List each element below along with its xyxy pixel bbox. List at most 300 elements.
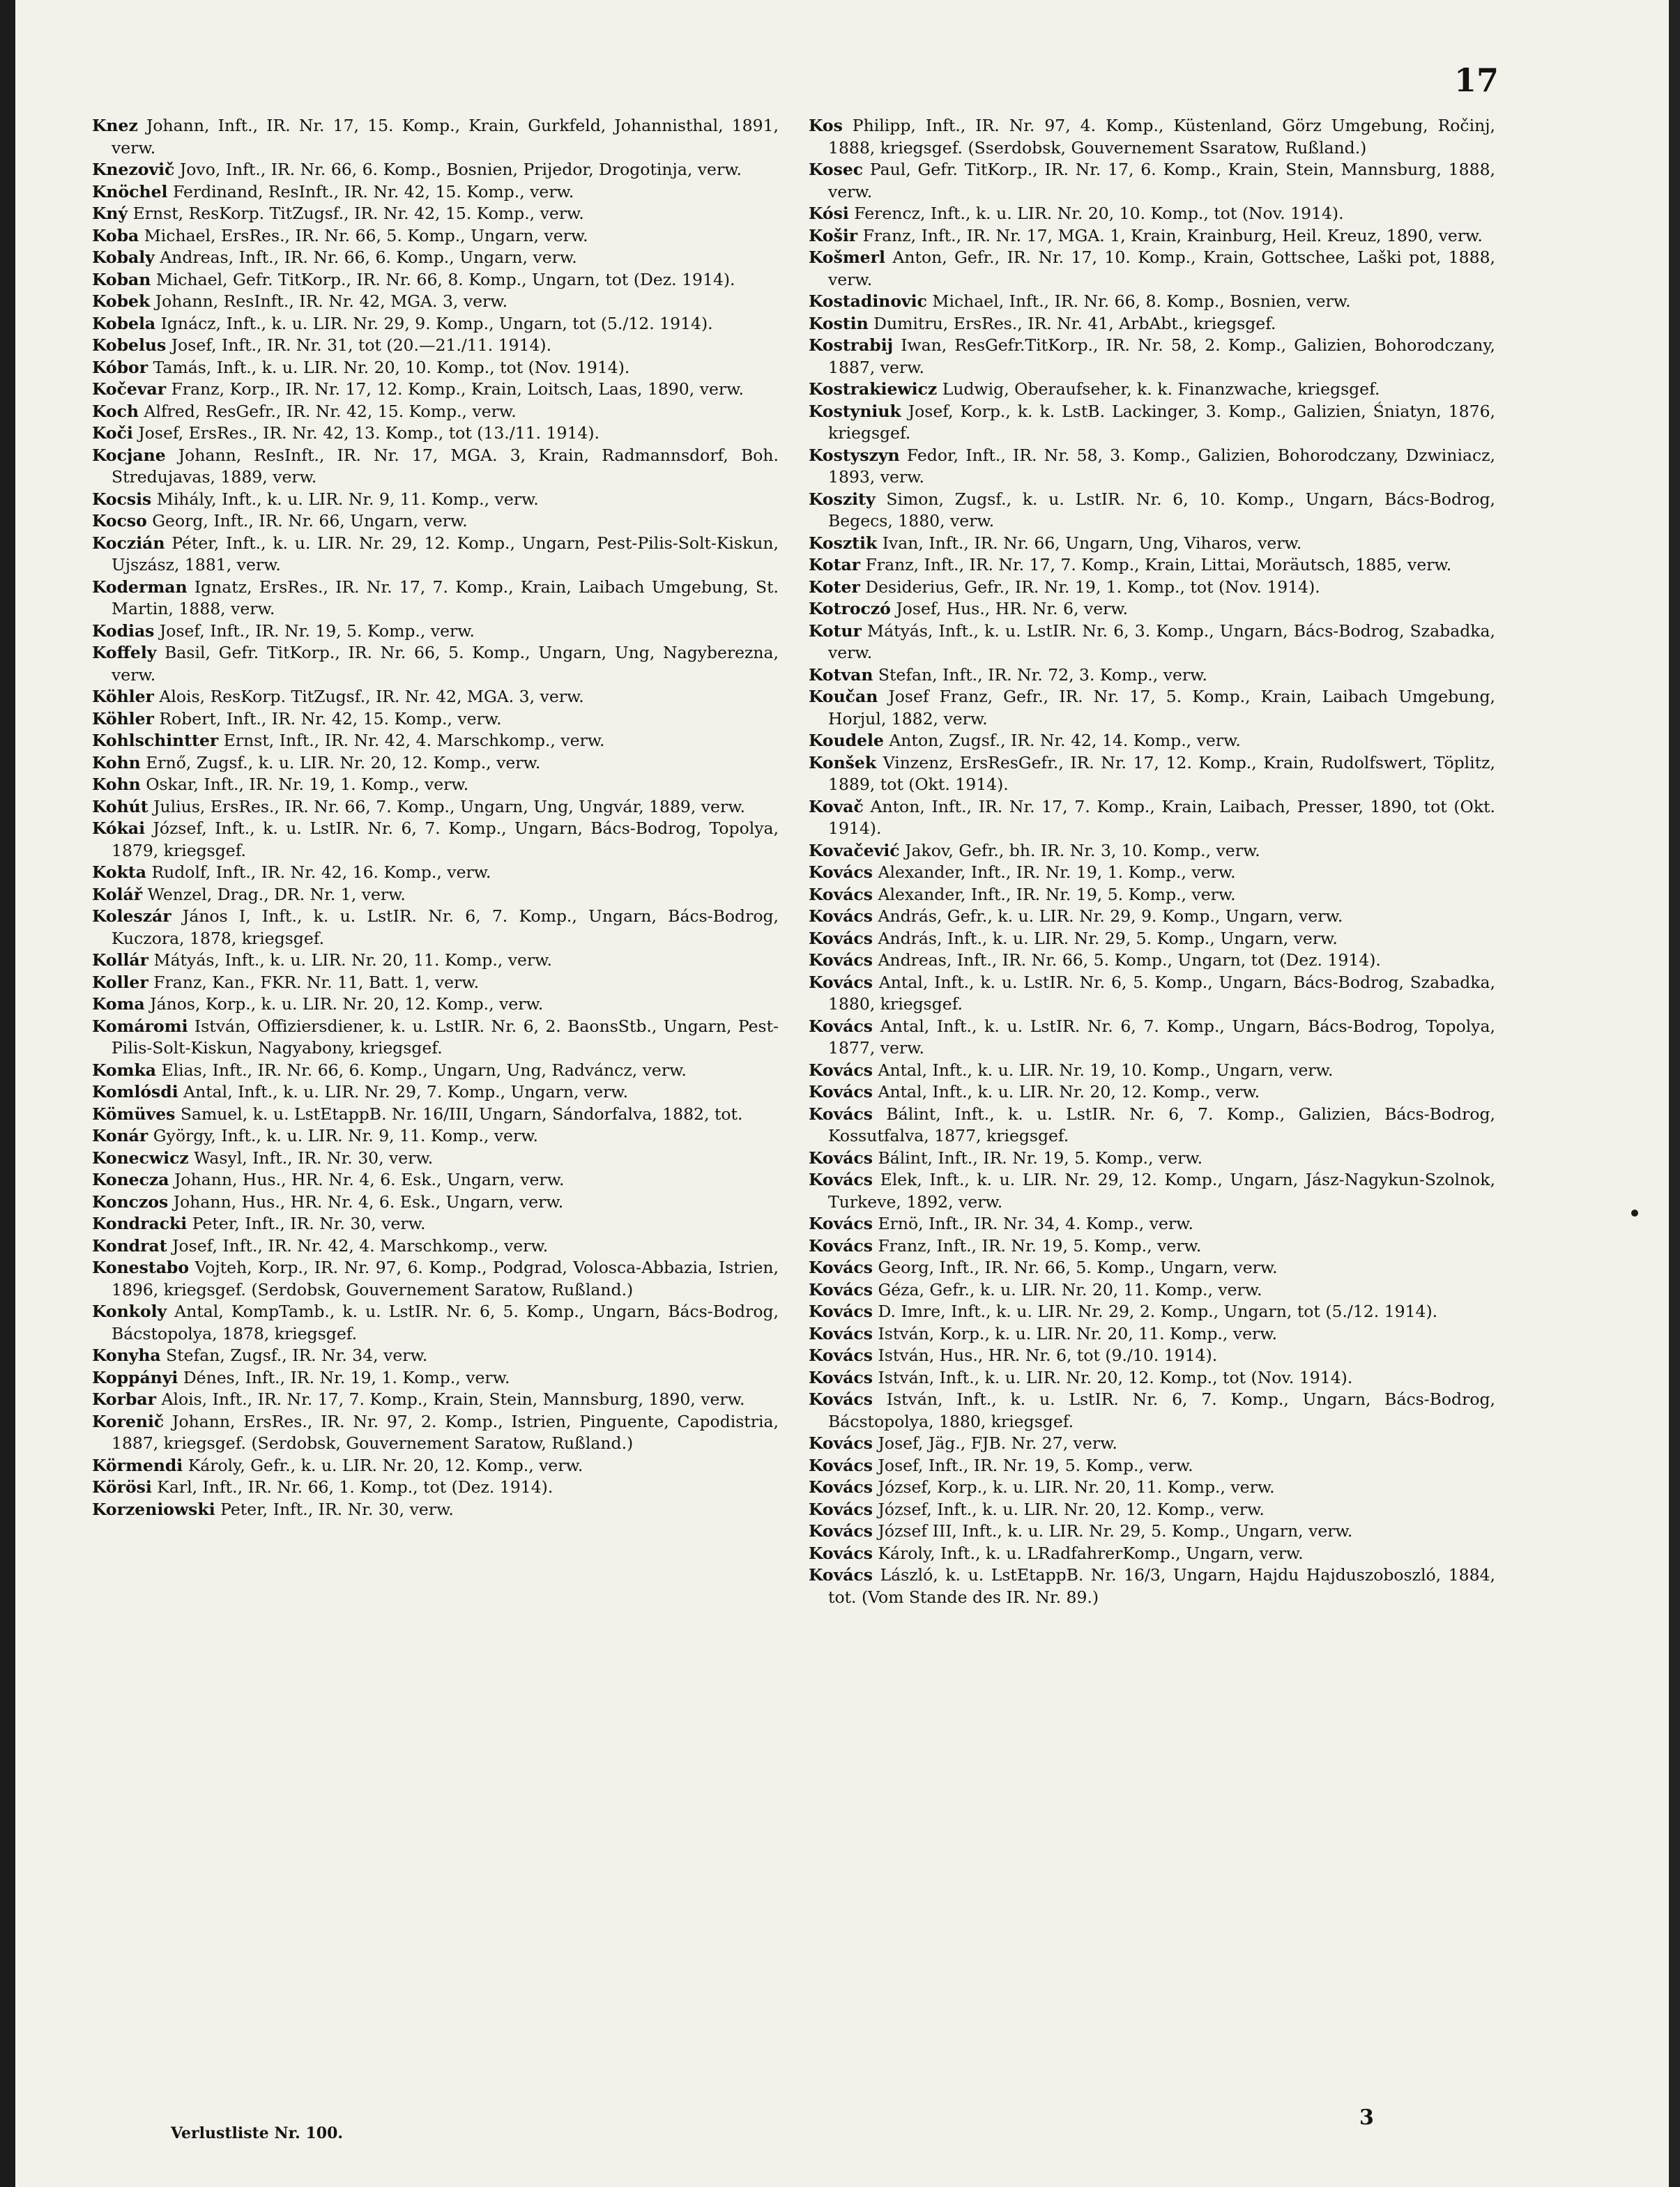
entry-surname: Kný xyxy=(92,204,128,223)
entry-details: István, Hus., HR. Nr. 6, tot (9./10. 1914). xyxy=(878,1346,1218,1365)
entry-surname: Körösi xyxy=(92,1477,152,1497)
entry-surname: Kohn xyxy=(92,752,141,772)
entry-details: Bálint, Inft., IR. Nr. 19, 5. Komp., verw. xyxy=(878,1148,1203,1168)
entry-surname: Konecza xyxy=(92,1170,169,1189)
entry-surname: Kovács xyxy=(809,1170,873,1189)
list-entry xyxy=(92,313,779,335)
entry-details: Basil, Gefr. TitKorp., IR. Nr. 66, 5. Komp., Ungarn, Ung, Nagyberezna, verw. xyxy=(112,643,779,685)
entry-surname: Koban xyxy=(92,269,151,289)
entry-details: Vinzenz, ErsResGefr., IR. Nr. 17, 12. Komp., Krain, Rudolfswert, Töplitz, 1889, tot (Okt. 1914). xyxy=(828,752,1495,794)
entry-surname: Košir xyxy=(809,225,858,245)
entry-surname: Kovács xyxy=(809,1214,873,1233)
entry-details: Anton, Inft., IR. Nr. 17, 7. Komp., Krain, Laibach, Presser, 1890, tot (Okt. 1914). xyxy=(828,796,1495,838)
list-entry xyxy=(92,422,779,445)
entry-surname: Koderman xyxy=(92,577,188,597)
list-entry xyxy=(809,1301,1495,1323)
list-entry xyxy=(809,554,1495,577)
entry-surname: Kömüves xyxy=(92,1104,176,1124)
entry-surname: Kobek xyxy=(92,291,151,311)
list-entry xyxy=(809,225,1495,247)
entry-surname: Kovács xyxy=(809,1477,873,1497)
list-entry xyxy=(809,1257,1495,1279)
entry-surname: Kovács xyxy=(809,1433,873,1453)
entry-details: Oskar, Inft., IR. Nr. 19, 1. Komp., verw. xyxy=(146,775,469,794)
list-entry xyxy=(809,862,1495,884)
entry-details: László, k. u. LstEtappB. Nr. 16/3, Ungarn, Hajdu Hajduszoboszló, 1884, tot. (Vom Stande des IR. Nr. 89.) xyxy=(828,1565,1495,1607)
entry-surname: Kovács xyxy=(809,950,873,970)
list-entry xyxy=(92,1301,779,1345)
entry-details: Vojteh, Korp., IR. Nr. 97, 6. Komp., Podgrad, Volosca-Abbazia, Istrien, 1896, kriegsgef. (Serdobsk, Gouvernement Saratow, Rußland.) xyxy=(112,1258,779,1300)
entry-details: Franz, Inft., IR. Nr. 17, 7. Komp., Krain, Littai, Moräutsch, 1885, verw. xyxy=(865,555,1452,574)
entry-surname: Konkoly xyxy=(92,1302,167,1321)
entry-surname: Kovács xyxy=(809,1521,873,1541)
entry-details: József, Inft., k. u. LstIR. Nr. 6, 7. Komp., Ungarn, Bács-Bodrog, Topolya, 1879, kriegsgef. xyxy=(112,818,779,860)
list-entry xyxy=(809,489,1495,533)
left-column xyxy=(92,115,779,1521)
entry-surname: Kovács xyxy=(809,1060,873,1080)
entry-surname: Kovács xyxy=(809,1279,873,1300)
entry-details: Simon, Zugsf., k. u. LstIR. Nr. 6, 10. Komp., Ungarn, Bács-Bodrog, Begecs, 1880, verw. xyxy=(828,489,1495,531)
list-entry xyxy=(809,1213,1495,1235)
entry-surname: Köhler xyxy=(92,708,154,729)
entry-details: Antal, Inft., k. u. LIR. Nr. 29, 7. Komp., Ungarn, verw. xyxy=(183,1082,629,1102)
entry-surname: Kotar xyxy=(809,555,861,574)
entry-details: András, Gefr., k. u. LIR. Nr. 29, 9. Komp., Ungarn, verw. xyxy=(878,906,1343,926)
entry-details: Josef, Inft., IR. Nr. 19, 5. Komp., verw. xyxy=(878,1455,1193,1475)
entry-surname: Komlósdi xyxy=(92,1082,178,1102)
entry-surname: Kos xyxy=(809,116,843,135)
entry-details: István, Korp., k. u. LIR. Nr. 20, 11. Komp., verw. xyxy=(878,1323,1278,1343)
list-entry xyxy=(92,1016,779,1060)
list-entry xyxy=(809,1389,1495,1433)
entry-surname: Kosec xyxy=(809,160,864,179)
entry-details: Julius, ErsRes., IR. Nr. 66, 7. Komp., Ungarn, Ung, Ungvár, 1889, verw. xyxy=(153,796,745,816)
list-entry xyxy=(809,401,1495,445)
entry-details: András, Inft., k. u. LIR. Nr. 29, 5. Komp., Ungarn, verw. xyxy=(878,928,1338,948)
entry-details: Elek, Inft., k. u. LIR. Nr. 29, 12. Komp., Ungarn, Jász-Nagykun-Szolnok, Turkeve, 1892, verw. xyxy=(828,1170,1495,1212)
list-entry xyxy=(92,115,779,159)
entry-details: Johann, ErsRes., IR. Nr. 97, 2. Komp., Istrien, Pinguente, Capodistria, 1887, kriegsgef. (Serdobsk, Gouvernement Saratow, Rußland.) xyxy=(112,1411,779,1453)
entry-details: Wenzel, Drag., DR. Nr. 1, verw. xyxy=(147,884,406,904)
entry-details: Dénes, Inft., IR. Nr. 19, 1. Komp., verw. xyxy=(183,1367,510,1387)
entry-surname: Kohút xyxy=(92,796,148,816)
entry-details: János I, Inft., k. u. LstIR. Nr. 6, 7. Komp., Ungarn, Bács-Bodrog, Kuczora, 1878, kriegsgef. xyxy=(112,906,779,948)
list-entry xyxy=(92,533,779,577)
list-entry xyxy=(92,1477,779,1499)
entry-details: Ernst, ResKorp. TitZugsf., IR. Nr. 42, 15. Komp., verw. xyxy=(132,204,584,223)
list-entry xyxy=(809,115,1495,159)
list-entry xyxy=(809,533,1495,555)
entry-surname: Knez xyxy=(92,116,138,135)
entry-surname: Kotroczó xyxy=(809,599,891,618)
entry-surname: Kostadinovic xyxy=(809,291,927,311)
entry-details: Michael, Inft., IR. Nr. 66, 8. Komp., Bosnien, verw. xyxy=(932,291,1351,311)
list-entry xyxy=(92,1257,779,1301)
entry-details: István, Offiziersdiener, k. u. LstIR. Nr. 6, 2. BaonsStb., Ungarn, Pest-Pilis-Solt-Kiskun, Nagyabony, kriegsgef. xyxy=(112,1016,779,1058)
list-entry xyxy=(92,1235,779,1258)
entry-details: Johann, ResInft., IR. Nr. 42, MGA. 3, verw. xyxy=(155,291,508,311)
list-entry xyxy=(809,1564,1495,1608)
list-entry xyxy=(92,686,779,708)
list-entry xyxy=(92,379,779,401)
entry-details: Andreas, Inft., IR. Nr. 66, 6. Komp., Ungarn, verw. xyxy=(160,247,577,267)
entry-surname: Koba xyxy=(92,225,139,245)
entry-details: Antal, Inft., k. u. LstIR. Nr. 6, 5. Komp., Ungarn, Bács-Bodrog, Szabadka, 1880, kriegsgef. xyxy=(828,972,1495,1014)
entry-surname: Koppányi xyxy=(92,1367,178,1387)
entry-details: Paul, Gefr. TitKorp., IR. Nr. 17, 6. Komp., Krain, Stein, Mannsburg, 1888, verw. xyxy=(828,160,1495,201)
list-entry xyxy=(809,1455,1495,1477)
list-entry xyxy=(809,950,1495,972)
list-entry xyxy=(809,1016,1495,1060)
entry-surname: Koma xyxy=(92,994,145,1014)
list-entry xyxy=(809,1148,1495,1170)
entry-surname: Koller xyxy=(92,972,148,992)
entry-details: Robert, Inft., IR. Nr. 42, 15. Komp., verw. xyxy=(159,708,502,729)
right-column xyxy=(809,115,1495,1608)
entry-details: Alois, ResKorp. TitZugsf., IR. Nr. 42, MGA. 3, verw. xyxy=(159,687,584,706)
entry-surname: Kósi xyxy=(809,204,849,223)
list-entry xyxy=(809,1323,1495,1346)
list-entry xyxy=(809,1104,1495,1148)
entry-surname: Köhler xyxy=(92,687,154,706)
entry-details: Josef, ErsRes., IR. Nr. 42, 13. Komp., tot (13./11. 1914). xyxy=(138,423,600,443)
list-entry xyxy=(809,1543,1495,1565)
entry-details: Mátyás, Inft., k. u. LstIR. Nr. 6, 3. Komp., Ungarn, Bács-Bodrog, Szabadka, verw. xyxy=(828,620,1495,662)
entry-surname: Koch xyxy=(92,401,139,421)
entry-surname: Kovács xyxy=(809,1455,873,1475)
entry-surname: Koczián xyxy=(92,533,165,553)
list-entry xyxy=(92,1060,779,1082)
list-entry xyxy=(809,1060,1495,1082)
list-entry xyxy=(92,203,779,225)
entry-surname: Kotvan xyxy=(809,664,873,685)
list-entry xyxy=(92,401,779,423)
page-edge-left xyxy=(0,0,15,2187)
entry-details: Ernst, Inft., IR. Nr. 42, 4. Marschkomp., verw. xyxy=(223,731,605,750)
entry-details: Johann, Inft., IR. Nr. 17, 15. Komp., Krain, Gurkfeld, Johannisthal, 1891, verw. xyxy=(112,116,779,158)
entry-surname: Konczos xyxy=(92,1191,169,1212)
entry-details: Ferencz, Inft., k. u. LIR. Nr. 20, 10. Komp., tot (Nov. 1914). xyxy=(854,204,1344,223)
list-entry xyxy=(809,620,1495,664)
list-entry xyxy=(92,1345,779,1367)
entry-surname: Koči xyxy=(92,423,133,443)
entry-surname: Koszity xyxy=(809,489,876,509)
list-entry xyxy=(809,247,1495,291)
page-edge-right xyxy=(1669,0,1680,2187)
entry-surname: Körmendi xyxy=(92,1455,183,1475)
entry-surname: Kovács xyxy=(809,1367,873,1387)
entry-details: Mihály, Inft., k. u. LIR. Nr. 9, 11. Komp., verw. xyxy=(156,489,539,509)
list-entry xyxy=(92,708,779,731)
list-entry xyxy=(92,510,779,533)
entry-surname: Kolář xyxy=(92,884,143,904)
entry-surname: Komáromi xyxy=(92,1016,188,1036)
list-entry xyxy=(92,972,779,994)
entry-details: Ferdinand, ResInft., IR. Nr. 42, 15. Komp., verw. xyxy=(172,181,574,201)
entry-surname: Kovács xyxy=(809,1346,873,1365)
entry-surname: Kollár xyxy=(92,950,149,970)
list-entry xyxy=(92,1213,779,1235)
entry-surname: Kovács xyxy=(809,1082,873,1102)
entry-details: Stefan, Inft., IR. Nr. 72, 3. Komp., verw. xyxy=(878,664,1207,685)
list-entry xyxy=(92,1455,779,1477)
list-entry xyxy=(92,642,779,686)
list-entry xyxy=(809,906,1495,928)
list-entry xyxy=(809,1279,1495,1302)
entry-details: Mátyás, Inft., k. u. LIR. Nr. 20, 11. Komp., verw. xyxy=(153,950,552,970)
list-entry xyxy=(809,972,1495,1016)
entry-surname: Kocsis xyxy=(92,489,152,509)
entry-surname: Koleszár xyxy=(92,906,171,926)
list-entry xyxy=(92,1411,779,1455)
entry-details: Michael, ErsRes., IR. Nr. 66, 5. Komp., Ungarn, verw. xyxy=(144,225,588,245)
entry-surname: Kovač xyxy=(809,796,864,816)
entry-surname: Kovács xyxy=(809,1148,873,1168)
list-entry xyxy=(92,620,779,643)
entry-details: Johann, Hus., HR. Nr. 4, 6. Esk., Ungarn, verw. xyxy=(173,1191,564,1212)
list-entry xyxy=(809,884,1495,906)
entry-surname: Kovács xyxy=(809,1235,873,1256)
entry-surname: Kókai xyxy=(92,818,146,838)
entry-details: István, Inft., k. u. LIR. Nr. 20, 12. Komp., tot (Nov. 1914). xyxy=(878,1367,1353,1387)
entry-surname: Kondracki xyxy=(92,1214,188,1233)
list-entry xyxy=(809,796,1495,840)
list-entry xyxy=(809,840,1495,862)
entry-details: Géza, Gefr., k. u. LIR. Nr. 20, 11. Komp., verw. xyxy=(878,1279,1262,1300)
entry-details: Iwan, ResGefr.TitKorp., IR. Nr. 58, 2. Komp., Galizien, Bohorodczany, 1887, verw. xyxy=(828,335,1495,377)
list-entry xyxy=(92,1389,779,1411)
list-entry xyxy=(809,379,1495,401)
list-entry xyxy=(809,291,1495,313)
entry-surname: Kovács xyxy=(809,1016,873,1036)
list-entry xyxy=(92,335,779,357)
entry-details: Ernö, Inft., IR. Nr. 34, 4. Komp., verw. xyxy=(878,1214,1193,1233)
entry-details: Philipp, Inft., IR. Nr. 97, 4. Komp., Küstenland, Görz Umgebung, Ročinj, 1888, kriegsgef. (Sserdobsk, Gouvernement Ssaratow, Rußland.) xyxy=(828,116,1495,158)
list-entry xyxy=(809,598,1495,620)
list-entry xyxy=(809,203,1495,225)
list-entry xyxy=(92,950,779,972)
entry-details: Ernő, Zugsf., k. u. LIR. Nr. 20, 12. Komp., verw. xyxy=(146,752,541,772)
entry-surname: Knezovič xyxy=(92,160,175,179)
list-entry xyxy=(809,1521,1495,1543)
list-entry xyxy=(92,1499,779,1521)
list-entry xyxy=(809,1367,1495,1389)
page-number: 17 xyxy=(1453,61,1499,99)
entry-surname: Kocso xyxy=(92,511,147,531)
entry-surname: Kokta xyxy=(92,862,146,882)
list-entry xyxy=(92,862,779,884)
entry-details: Josef, Inft., IR. Nr. 42, 4. Marschkomp., verw. xyxy=(172,1235,549,1256)
list-entry xyxy=(92,225,779,247)
entry-surname: Kovács xyxy=(809,972,873,992)
entry-details: Jovo, Inft., IR. Nr. 66, 6. Komp., Bosnien, Prijedor, Drogotinja, verw. xyxy=(179,160,742,179)
entry-surname: Kostrakiewicz xyxy=(809,379,938,399)
entry-surname: Kovačević xyxy=(809,840,900,860)
entry-details: György, Inft., k. u. LIR. Nr. 9, 11. Komp., verw. xyxy=(153,1126,538,1145)
entry-surname: Kóbor xyxy=(92,357,148,377)
entry-details: Rudolf, Inft., IR. Nr. 42, 16. Komp., verw. xyxy=(151,862,491,882)
list-entry xyxy=(92,884,779,906)
entry-surname: Konár xyxy=(92,1126,148,1145)
entry-details: Samuel, k. u. LstEtappB. Nr. 16/III, Ungarn, Sándorfalva, 1882, tot. xyxy=(180,1104,743,1124)
list-entry xyxy=(92,489,779,511)
entry-surname: Kobela xyxy=(92,313,156,333)
entry-surname: Košmerl xyxy=(809,247,885,267)
list-entry xyxy=(92,993,779,1016)
list-entry xyxy=(809,1235,1495,1258)
entry-details: Peter, Inft., IR. Nr. 30, verw. xyxy=(220,1499,454,1519)
entry-details: János, Korp., k. u. LIR. Nr. 20, 12. Komp., verw. xyxy=(150,994,544,1014)
list-entry xyxy=(92,291,779,313)
entry-surname: Kostrabij xyxy=(809,335,894,355)
entry-surname: Komka xyxy=(92,1060,156,1080)
list-entry xyxy=(809,1081,1495,1104)
list-entry xyxy=(809,1477,1495,1499)
list-entry xyxy=(92,1081,779,1104)
entry-surname: Konyha xyxy=(92,1346,161,1365)
entry-details: Desiderius, Gefr., IR. Nr. 19, 1. Komp., tot (Nov. 1914). xyxy=(865,577,1320,597)
entry-details: Franz, Inft., IR. Nr. 17, MGA. 1, Krain, Krainburg, Heil. Kreuz, 1890, verw. xyxy=(862,225,1483,245)
list-entry xyxy=(809,686,1495,730)
list-entry xyxy=(92,445,779,489)
entry-surname: Kovács xyxy=(809,928,873,948)
entry-surname: Korenič xyxy=(92,1411,165,1431)
entry-surname: Kovács xyxy=(809,1389,873,1409)
entry-details: József, Inft., k. u. LIR. Nr. 20, 12. Komp., verw. xyxy=(878,1499,1265,1519)
entry-details: Alfred, ResGefr., IR. Nr. 42, 15. Komp., verw. xyxy=(144,401,517,421)
list-entry xyxy=(92,577,779,620)
list-entry xyxy=(92,159,779,181)
entry-details: Dumitru, ErsRes., IR. Nr. 41, ArbAbt., kriegsgef. xyxy=(873,313,1276,333)
list-entry xyxy=(92,1125,779,1148)
entry-surname: Kodias xyxy=(92,620,155,641)
entry-details: Josef, Inft., IR. Nr. 19, 5. Komp., verw. xyxy=(159,620,475,641)
entry-details: István, Inft., k. u. LstIR. Nr. 6, 7. Komp., Ungarn, Bács-Bodrog, Bácstopolya, 1880, kriegsgef. xyxy=(828,1389,1495,1431)
list-entry xyxy=(809,664,1495,687)
entry-surname: Kovács xyxy=(809,1104,873,1124)
entry-details: Anton, Zugsf., IR. Nr. 42, 14. Komp., verw. xyxy=(889,731,1241,750)
entry-surname: Kohlschintter xyxy=(92,731,219,750)
list-entry xyxy=(809,752,1495,796)
entry-surname: Kostyniuk xyxy=(809,401,901,421)
entry-surname: Kovács xyxy=(809,1543,873,1563)
list-entry xyxy=(92,1367,779,1389)
entry-details: Péter, Inft., k. u. LIR. Nr. 29, 12. Komp., Ungarn, Pest-Pilis-Solt-Kiskun, Ujszász, 1881, verw. xyxy=(112,533,779,574)
entry-surname: Kovács xyxy=(809,1258,873,1277)
entry-details: Franz, Inft., IR. Nr. 19, 5. Komp., verw. xyxy=(878,1235,1202,1256)
entry-details: Bálint, Inft., k. u. LstIR. Nr. 6, 7. Komp., Galizien, Bács-Bodrog, Kossutfalva, 1877, kriegsgef. xyxy=(828,1104,1495,1145)
entry-details: József, Korp., k. u. LIR. Nr. 20, 11. Komp., verw. xyxy=(878,1477,1275,1497)
entry-surname: Koter xyxy=(809,577,860,597)
entry-surname: Konšek xyxy=(809,752,877,772)
entry-surname: Kostin xyxy=(809,313,869,333)
entry-details: Antal, Inft., k. u. LstIR. Nr. 6, 7. Komp., Ungarn, Bács-Bodrog, Topolya, 1877, verw. xyxy=(828,1016,1495,1058)
list-entry xyxy=(92,730,779,752)
entry-surname: Koffely xyxy=(92,643,157,662)
entry-details: Franz, Kan., FKR. Nr. 11, Batt. 1, verw. xyxy=(153,972,480,992)
entry-details: Wasyl, Inft., IR. Nr. 30, verw. xyxy=(194,1148,434,1168)
entry-surname: Kostyszyn xyxy=(809,445,900,465)
entry-surname: Kondrat xyxy=(92,1235,167,1256)
entry-details: Josef, Korp., k. k. LstB. Lackinger, 3. Komp., Galizien, Śniatyn, 1876, kriegsgef. xyxy=(828,401,1495,443)
entry-details: Ludwig, Oberaufseher, k. k. Finanzwache, kriegsgef. xyxy=(942,379,1380,399)
entry-surname: Kovács xyxy=(809,1565,873,1585)
entry-details: Georg, Inft., IR. Nr. 66, Ungarn, verw. xyxy=(152,511,468,531)
footer-signature: 3 xyxy=(1359,2105,1374,2130)
entry-surname: Kovács xyxy=(809,906,873,926)
list-entry xyxy=(92,1148,779,1170)
list-entry xyxy=(809,159,1495,203)
entry-details: Ignatz, ErsRes., IR. Nr. 17, 7. Komp., Krain, Laibach Umgebung, St. Martin, 1888, verw. xyxy=(112,577,779,618)
entry-details: Stefan, Zugsf., IR. Nr. 34, verw. xyxy=(166,1346,428,1365)
entry-details: Josef, Inft., IR. Nr. 31, tot (20.—21./11. 1914). xyxy=(171,335,552,355)
entry-details: Anton, Gefr., IR. Nr. 17, 10. Komp., Krain, Gottschee, Laški pot, 1888, verw. xyxy=(828,247,1495,289)
entry-surname: Kobelus xyxy=(92,335,167,355)
entry-surname: Kovács xyxy=(809,1499,873,1519)
entry-details: Elias, Inft., IR. Nr. 66, 6. Komp., Ungarn, Ung, Radváncz, verw. xyxy=(161,1060,687,1080)
entry-details: Tamás, Inft., k. u. LIR. Nr. 20, 10. Komp., tot (Nov. 1914). xyxy=(153,357,630,377)
entry-surname: Korbar xyxy=(92,1389,157,1409)
entry-surname: Koučan xyxy=(809,687,878,706)
entry-surname: Kovács xyxy=(809,1323,873,1343)
entry-surname: Kovács xyxy=(809,862,873,882)
list-entry xyxy=(92,269,779,291)
entry-details: Andreas, Inft., IR. Nr. 66, 5. Komp., Ungarn, tot (Dez. 1914). xyxy=(878,950,1381,970)
entry-details: Ivan, Inft., IR. Nr. 66, Ungarn, Ung, Viharos, verw. xyxy=(882,533,1302,553)
entry-surname: Kobaly xyxy=(92,247,155,267)
entry-surname: Kočevar xyxy=(92,379,167,399)
entry-details: Michael, Gefr. TitKorp., IR. Nr. 66, 8. Komp., Ungarn, tot (Dez. 1914). xyxy=(155,269,735,289)
entry-surname: Kovács xyxy=(809,884,873,904)
entry-surname: Kotur xyxy=(809,620,862,641)
entry-surname: Koudele xyxy=(809,731,884,750)
entry-details: Alexander, Inft., IR. Nr. 19, 5. Komp., verw. xyxy=(878,884,1236,904)
entry-details: Josef Franz, Gefr., IR. Nr. 17, 5. Komp., Krain, Laibach Umgebung, Horjul, 1882, verw. xyxy=(828,687,1495,729)
entry-details: Karl, Inft., IR. Nr. 66, 1. Komp., tot (Dez. 1914). xyxy=(157,1477,553,1497)
entry-surname: Konecwicz xyxy=(92,1148,189,1168)
list-entry xyxy=(92,774,779,796)
entry-details: Peter, Inft., IR. Nr. 30, verw. xyxy=(192,1214,426,1233)
list-entry xyxy=(809,1345,1495,1367)
list-entry xyxy=(809,1499,1495,1521)
list-entry xyxy=(92,1191,779,1214)
list-entry xyxy=(92,796,779,818)
entry-surname: Kovács xyxy=(809,1302,873,1321)
margin-dot xyxy=(1631,1210,1638,1217)
list-entry xyxy=(92,1169,779,1191)
list-entry xyxy=(809,730,1495,752)
entry-details: József III, Inft., k. u. LIR. Nr. 29, 5. Komp., Ungarn, verw. xyxy=(878,1521,1353,1541)
entry-surname: Kosztik xyxy=(809,533,878,553)
list-entry xyxy=(92,247,779,269)
footer-list-label: Verlustliste Nr. 100. xyxy=(171,2124,344,2142)
entry-details: Károly, Inft., k. u. LRadfahrerKomp., Ungarn, verw. xyxy=(878,1543,1304,1563)
entry-details: Alois, Inft., IR. Nr. 17, 7. Komp., Krain, Stein, Mannsburg, 1890, verw. xyxy=(161,1389,745,1409)
list-entry xyxy=(809,1433,1495,1455)
entry-surname: Kocjane xyxy=(92,445,166,465)
entry-details: D. Imre, Inft., k. u. LIR. Nr. 29, 2. Komp., Ungarn, tot (5./12. 1914). xyxy=(878,1302,1438,1321)
list-entry xyxy=(809,335,1495,379)
list-entry xyxy=(92,181,779,204)
entry-details: Antal, KompTamb., k. u. LstIR. Nr. 6, 5. Komp., Ungarn, Bács-Bodrog, Bácstopolya, 1878, kriegsgef. xyxy=(112,1302,779,1343)
list-entry xyxy=(92,906,779,950)
entry-details: Jakov, Gefr., bh. IR. Nr. 3, 10. Komp., verw. xyxy=(905,840,1260,860)
entry-details: Antal, Inft., k. u. LIR. Nr. 19, 10. Komp., Ungarn, verw. xyxy=(878,1060,1334,1080)
list-entry xyxy=(92,752,779,775)
list-entry xyxy=(92,357,779,379)
entry-surname: Kohn xyxy=(92,775,141,794)
entry-details: Josef, Hus., HR. Nr. 6, verw. xyxy=(896,599,1129,618)
